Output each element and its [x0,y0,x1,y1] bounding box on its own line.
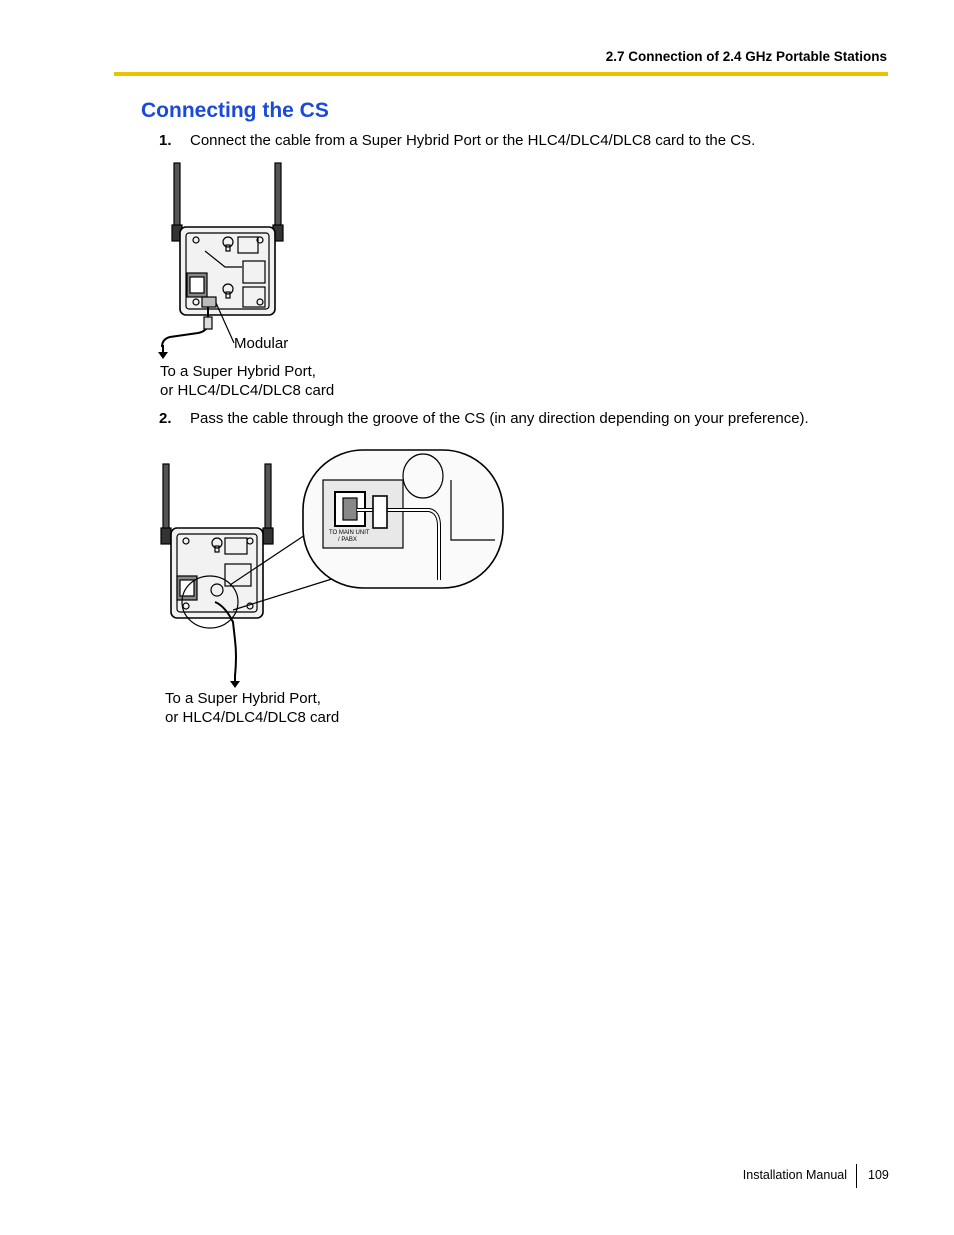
step-1-text: Connect the cable from a Super Hybrid Port or the HLC4/DLC4/DLC8 card to the CS. [190,132,756,149]
header-rule [114,72,888,76]
figure-1-destination-line-2: or HLC4/DLC4/DLC8 card [160,382,335,399]
section-title: Connecting the CS [141,99,329,122]
figure-1-cs-back-view [150,155,310,360]
footer-divider [856,1164,857,1188]
figure-2-destination-line-1: To a Super Hybrid Port, [165,690,321,707]
right-antenna [275,163,281,229]
cs-body [180,227,275,315]
step-2-text: Pass the cable through the groove of the CS (in any direction depending on your preference). [190,410,809,427]
footer-manual-label: Installation Manual [742,1168,847,1182]
left-antenna [174,163,180,229]
modular-label: Modular [234,335,289,352]
inset-label-line-1: TO MAIN UNIT [329,530,370,536]
figure-2-destination-line-2: or HLC4/DLC4/DLC8 card [165,709,340,726]
figure-1-destination-line-1: To a Super Hybrid Port, [160,363,316,380]
running-header: 2.7 Connection of 2.4 GHz Portable Stations [605,49,887,64]
inset-label-line-2: / PABX [338,537,357,543]
page-number: 109 [868,1168,889,1182]
figure-2-cs-groove-view [155,440,515,695]
step-1-number: 1. [159,132,172,149]
step-2-number: 2. [159,410,172,427]
